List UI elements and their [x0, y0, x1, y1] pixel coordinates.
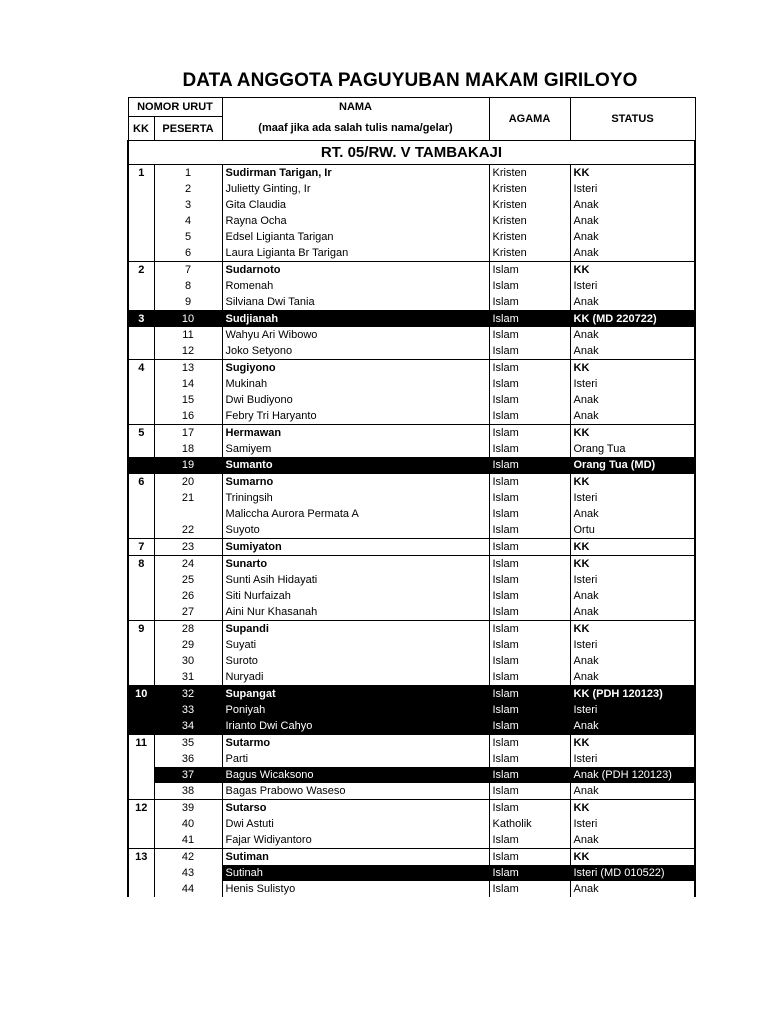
- agama-cell: Kristen: [489, 181, 570, 197]
- status-cell: KK (PDH 120123): [570, 686, 695, 703]
- agama-cell: Islam: [489, 751, 570, 767]
- header-nomor-urut: NOMOR URUT: [128, 98, 222, 117]
- agama-cell: Islam: [489, 376, 570, 392]
- table-row: [128, 376, 695, 392]
- kk-cell: 8: [128, 556, 154, 573]
- status-cell: Anak: [570, 604, 695, 621]
- peserta-cell: 31: [154, 669, 222, 686]
- peserta-cell: 23: [154, 539, 222, 556]
- nama-cell: Sutiman: [222, 849, 489, 866]
- status-cell: KK (MD 220722): [570, 311, 695, 328]
- kk-cell: [128, 457, 154, 474]
- kk-cell: [128, 245, 154, 262]
- nama-cell: Sutarmo: [222, 735, 489, 752]
- nama-cell: Sutinah: [222, 865, 489, 881]
- kk-cell: [128, 702, 154, 718]
- kk-cell: 7: [128, 539, 154, 556]
- kk-cell: 10: [128, 686, 154, 703]
- table-row: [128, 604, 695, 621]
- nama-cell: Febry Tri Haryanto: [222, 408, 489, 425]
- table-row: [128, 588, 695, 604]
- peserta-cell: 4: [154, 213, 222, 229]
- agama-cell: Islam: [489, 588, 570, 604]
- kk-cell: 5: [128, 425, 154, 442]
- member-table: [127, 97, 696, 897]
- peserta-cell: 37: [154, 767, 222, 783]
- agama-cell: Islam: [489, 360, 570, 377]
- status-cell: Anak: [570, 881, 695, 897]
- status-cell: Orang Tua (MD): [570, 457, 695, 474]
- peserta-cell: 21: [154, 490, 222, 506]
- agama-cell: Islam: [489, 718, 570, 735]
- table-row: [128, 556, 695, 573]
- status-cell: Anak: [570, 669, 695, 686]
- status-cell: KK: [570, 262, 695, 279]
- kk-cell: [128, 343, 154, 360]
- kk-cell: 9: [128, 621, 154, 638]
- agama-cell: Kristen: [489, 245, 570, 262]
- nama-cell: Suyoto: [222, 522, 489, 539]
- table-body: [128, 165, 695, 898]
- nama-cell: Suyati: [222, 637, 489, 653]
- nama-cell: Wahyu Ari Wibowo: [222, 327, 489, 343]
- table-row: [128, 327, 695, 343]
- agama-cell: Islam: [489, 311, 570, 328]
- agama-cell: Islam: [489, 294, 570, 311]
- peserta-cell: [154, 506, 222, 522]
- peserta-cell: 34: [154, 718, 222, 735]
- status-cell: Ortu: [570, 522, 695, 539]
- peserta-cell: 43: [154, 865, 222, 881]
- table-row: [128, 735, 695, 752]
- kk-cell: [128, 669, 154, 686]
- table-row: [128, 751, 695, 767]
- peserta-cell: 9: [154, 294, 222, 311]
- agama-cell: Islam: [489, 881, 570, 897]
- agama-cell: Islam: [489, 621, 570, 638]
- header-nama-note: (maaf jika ada salah tulis nama/gelar): [222, 117, 489, 141]
- status-cell: KK: [570, 165, 695, 182]
- nama-cell: Aini Nur Khasanah: [222, 604, 489, 621]
- peserta-cell: 6: [154, 245, 222, 262]
- status-cell: KK: [570, 539, 695, 556]
- peserta-cell: 29: [154, 637, 222, 653]
- status-cell: KK: [570, 556, 695, 573]
- status-cell: Isteri: [570, 278, 695, 294]
- agama-cell: Islam: [489, 653, 570, 669]
- table-row: [128, 539, 695, 556]
- header-status: STATUS: [570, 98, 695, 141]
- kk-cell: [128, 816, 154, 832]
- table-row: [128, 800, 695, 817]
- agama-cell: Islam: [489, 637, 570, 653]
- table-row: [128, 865, 695, 881]
- agama-cell: Islam: [489, 669, 570, 686]
- nama-cell: Sugiyono: [222, 360, 489, 377]
- peserta-cell: 11: [154, 327, 222, 343]
- kk-cell: 11: [128, 735, 154, 752]
- agama-cell: Islam: [489, 865, 570, 881]
- peserta-cell: 40: [154, 816, 222, 832]
- nama-cell: Supandi: [222, 621, 489, 638]
- kk-cell: [128, 767, 154, 783]
- peserta-cell: 25: [154, 572, 222, 588]
- nama-cell: Silviana Dwi Tania: [222, 294, 489, 311]
- agama-cell: Islam: [489, 441, 570, 457]
- status-cell: Isteri: [570, 490, 695, 506]
- kk-cell: [128, 213, 154, 229]
- peserta-cell: 15: [154, 392, 222, 408]
- peserta-cell: 16: [154, 408, 222, 425]
- peserta-cell: 35: [154, 735, 222, 752]
- table-row: [128, 229, 695, 245]
- agama-cell: Islam: [489, 457, 570, 474]
- table-row: [128, 294, 695, 311]
- status-cell: KK: [570, 621, 695, 638]
- agama-cell: Islam: [489, 800, 570, 817]
- peserta-cell: 17: [154, 425, 222, 442]
- kk-cell: [128, 229, 154, 245]
- peserta-cell: 14: [154, 376, 222, 392]
- peserta-cell: 19: [154, 457, 222, 474]
- kk-cell: [128, 197, 154, 213]
- agama-cell: Islam: [489, 343, 570, 360]
- table-row: [128, 165, 695, 182]
- nama-cell: Sumiyaton: [222, 539, 489, 556]
- kk-cell: 13: [128, 849, 154, 866]
- peserta-cell: 44: [154, 881, 222, 897]
- kk-cell: 12: [128, 800, 154, 817]
- table-row: [128, 767, 695, 783]
- nama-cell: Sutarso: [222, 800, 489, 817]
- nama-cell: Edsel Ligianta Tarigan: [222, 229, 489, 245]
- table-row: [128, 213, 695, 229]
- status-cell: Anak: [570, 343, 695, 360]
- kk-cell: [128, 278, 154, 294]
- kk-cell: [128, 881, 154, 897]
- kk-cell: [128, 653, 154, 669]
- nama-cell: Rayna Ocha: [222, 213, 489, 229]
- status-cell: Orang Tua: [570, 441, 695, 457]
- peserta-cell: 12: [154, 343, 222, 360]
- nama-cell: Sunarto: [222, 556, 489, 573]
- nama-cell: Laura Ligianta Br Tarigan: [222, 245, 489, 262]
- kk-cell: [128, 572, 154, 588]
- peserta-cell: 22: [154, 522, 222, 539]
- peserta-cell: 1: [154, 165, 222, 182]
- kk-cell: [128, 865, 154, 881]
- status-cell: Anak: [570, 718, 695, 735]
- table-row: [128, 343, 695, 360]
- status-cell: Isteri: [570, 702, 695, 718]
- status-cell: KK: [570, 735, 695, 752]
- status-cell: KK: [570, 474, 695, 491]
- kk-cell: 2: [128, 262, 154, 279]
- peserta-cell: 42: [154, 849, 222, 866]
- status-cell: Anak: [570, 197, 695, 213]
- nama-cell: Sudarnoto: [222, 262, 489, 279]
- status-cell: KK: [570, 849, 695, 866]
- peserta-cell: 39: [154, 800, 222, 817]
- agama-cell: Islam: [489, 490, 570, 506]
- table-row: [128, 832, 695, 849]
- header-agama: AGAMA: [489, 98, 570, 141]
- table-row: [128, 262, 695, 279]
- header-nama: NAMA: [222, 98, 489, 117]
- agama-cell: Kristen: [489, 213, 570, 229]
- nama-cell: Nuryadi: [222, 669, 489, 686]
- peserta-cell: 32: [154, 686, 222, 703]
- status-cell: Anak: [570, 327, 695, 343]
- peserta-cell: 3: [154, 197, 222, 213]
- nama-cell: Joko Setyono: [222, 343, 489, 360]
- status-cell: KK: [570, 800, 695, 817]
- kk-cell: [128, 294, 154, 311]
- kk-cell: [128, 506, 154, 522]
- nama-cell: Romenah: [222, 278, 489, 294]
- peserta-cell: 38: [154, 783, 222, 800]
- peserta-cell: 41: [154, 832, 222, 849]
- nama-cell: Dwi Astuti: [222, 816, 489, 832]
- table-row: [128, 783, 695, 800]
- nama-cell: Maliccha Aurora Permata A: [222, 506, 489, 522]
- agama-cell: Islam: [489, 735, 570, 752]
- table-row: [128, 881, 695, 897]
- agama-cell: Islam: [489, 572, 570, 588]
- nama-cell: Mukinah: [222, 376, 489, 392]
- nama-cell: Poniyah: [222, 702, 489, 718]
- nama-cell: Bagus Wicaksono: [222, 767, 489, 783]
- table-row: [128, 425, 695, 442]
- nama-cell: Fajar Widiyantoro: [222, 832, 489, 849]
- peserta-cell: 5: [154, 229, 222, 245]
- agama-cell: Islam: [489, 425, 570, 442]
- kk-cell: [128, 441, 154, 457]
- nama-cell: Parti: [222, 751, 489, 767]
- kk-cell: [128, 522, 154, 539]
- table-row: [128, 816, 695, 832]
- kk-cell: [128, 588, 154, 604]
- table-row: [128, 245, 695, 262]
- peserta-cell: 28: [154, 621, 222, 638]
- table-row: [128, 457, 695, 474]
- kk-cell: [128, 181, 154, 197]
- kk-cell: 6: [128, 474, 154, 491]
- table-row: [128, 441, 695, 457]
- table-row: [128, 686, 695, 703]
- kk-cell: [128, 832, 154, 849]
- agama-cell: Kristen: [489, 229, 570, 245]
- agama-cell: Islam: [489, 392, 570, 408]
- status-cell: Anak: [570, 408, 695, 425]
- kk-cell: [128, 376, 154, 392]
- table-row: [128, 702, 695, 718]
- status-cell: Anak: [570, 653, 695, 669]
- nama-cell: Henis Sulistyo: [222, 881, 489, 897]
- peserta-cell: 20: [154, 474, 222, 491]
- agama-cell: Islam: [489, 783, 570, 800]
- agama-cell: Kristen: [489, 165, 570, 182]
- status-cell: Anak: [570, 506, 695, 522]
- table-row: [128, 849, 695, 866]
- table-row: [128, 197, 695, 213]
- peserta-cell: 8: [154, 278, 222, 294]
- peserta-cell: 30: [154, 653, 222, 669]
- status-cell: KK: [570, 360, 695, 377]
- nama-cell: Sudjianah: [222, 311, 489, 328]
- section-title: RT. 05/RW. V TAMBAKAJI: [128, 141, 695, 165]
- status-cell: Isteri (MD 010522): [570, 865, 695, 881]
- status-cell: Anak: [570, 245, 695, 262]
- nama-cell: Julietty Ginting, Ir: [222, 181, 489, 197]
- table-row: [128, 653, 695, 669]
- kk-cell: [128, 327, 154, 343]
- nama-cell: Irianto Dwi Cahyo: [222, 718, 489, 735]
- status-cell: Isteri: [570, 816, 695, 832]
- table-row: [128, 522, 695, 539]
- nama-cell: Suroto: [222, 653, 489, 669]
- nama-cell: Supangat: [222, 686, 489, 703]
- peserta-cell: 10: [154, 311, 222, 328]
- kk-cell: [128, 604, 154, 621]
- kk-cell: [128, 392, 154, 408]
- status-cell: Isteri: [570, 751, 695, 767]
- agama-cell: Islam: [489, 408, 570, 425]
- status-cell: Anak: [570, 832, 695, 849]
- table-row: [128, 408, 695, 425]
- kk-cell: [128, 490, 154, 506]
- agama-cell: Islam: [489, 604, 570, 621]
- table-row: [128, 669, 695, 686]
- agama-cell: Islam: [489, 767, 570, 783]
- kk-cell: [128, 751, 154, 767]
- agama-cell: Islam: [489, 702, 570, 718]
- table-row: [128, 637, 695, 653]
- agama-cell: Islam: [489, 686, 570, 703]
- status-cell: Isteri: [570, 637, 695, 653]
- agama-cell: Islam: [489, 278, 570, 294]
- peserta-cell: 18: [154, 441, 222, 457]
- peserta-cell: 27: [154, 604, 222, 621]
- peserta-cell: 36: [154, 751, 222, 767]
- agama-cell: Islam: [489, 327, 570, 343]
- header-kk: KK: [128, 117, 154, 141]
- table-row: [128, 181, 695, 197]
- agama-cell: Kristen: [489, 197, 570, 213]
- status-cell: Anak: [570, 783, 695, 800]
- kk-cell: [128, 637, 154, 653]
- status-cell: Anak: [570, 588, 695, 604]
- table-row: [128, 572, 695, 588]
- status-cell: Anak: [570, 392, 695, 408]
- agama-cell: Islam: [489, 262, 570, 279]
- nama-cell: Sumarno: [222, 474, 489, 491]
- kk-cell: 4: [128, 360, 154, 377]
- table-row: [128, 474, 695, 491]
- agama-cell: Islam: [489, 506, 570, 522]
- table-row: [128, 506, 695, 522]
- status-cell: KK: [570, 425, 695, 442]
- page-title: DATA ANGGOTA PAGUYUBAN MAKAM GIRILOYO: [182, 70, 638, 91]
- nama-cell: Sumanto: [222, 457, 489, 474]
- table-row: [128, 392, 695, 408]
- status-cell: Anak: [570, 213, 695, 229]
- kk-cell: 3: [128, 311, 154, 328]
- peserta-cell: 33: [154, 702, 222, 718]
- nama-cell: Triningsih: [222, 490, 489, 506]
- status-cell: Isteri: [570, 376, 695, 392]
- peserta-cell: 2: [154, 181, 222, 197]
- agama-cell: Islam: [489, 556, 570, 573]
- status-cell: Anak (PDH 120123): [570, 767, 695, 783]
- header-peserta: PESERTA: [154, 117, 222, 141]
- nama-cell: Sudirman Tarigan, Ir: [222, 165, 489, 182]
- status-cell: Isteri: [570, 572, 695, 588]
- nama-cell: Sunti Asih Hidayati: [222, 572, 489, 588]
- agama-cell: Islam: [489, 474, 570, 491]
- table-row: [128, 360, 695, 377]
- agama-cell: Islam: [489, 832, 570, 849]
- status-cell: Anak: [570, 229, 695, 245]
- kk-cell: 1: [128, 165, 154, 182]
- peserta-cell: 7: [154, 262, 222, 279]
- nama-cell: Samiyem: [222, 441, 489, 457]
- kk-cell: [128, 718, 154, 735]
- nama-cell: Bagas Prabowo Waseso: [222, 783, 489, 800]
- agama-cell: Katholik: [489, 816, 570, 832]
- status-cell: Isteri: [570, 181, 695, 197]
- agama-cell: Islam: [489, 522, 570, 539]
- agama-cell: Islam: [489, 539, 570, 556]
- table-row: [128, 718, 695, 735]
- peserta-cell: 26: [154, 588, 222, 604]
- kk-cell: [128, 783, 154, 800]
- peserta-cell: 24: [154, 556, 222, 573]
- nama-cell: Gita Claudia: [222, 197, 489, 213]
- nama-cell: Dwi Budiyono: [222, 392, 489, 408]
- kk-cell: [128, 408, 154, 425]
- nama-cell: Siti Nurfaizah: [222, 588, 489, 604]
- peserta-cell: 13: [154, 360, 222, 377]
- agama-cell: Islam: [489, 849, 570, 866]
- table-row: [128, 278, 695, 294]
- table-row: [128, 490, 695, 506]
- status-cell: Anak: [570, 294, 695, 311]
- table-row: [128, 311, 695, 328]
- table-row: [128, 621, 695, 638]
- nama-cell: Hermawan: [222, 425, 489, 442]
